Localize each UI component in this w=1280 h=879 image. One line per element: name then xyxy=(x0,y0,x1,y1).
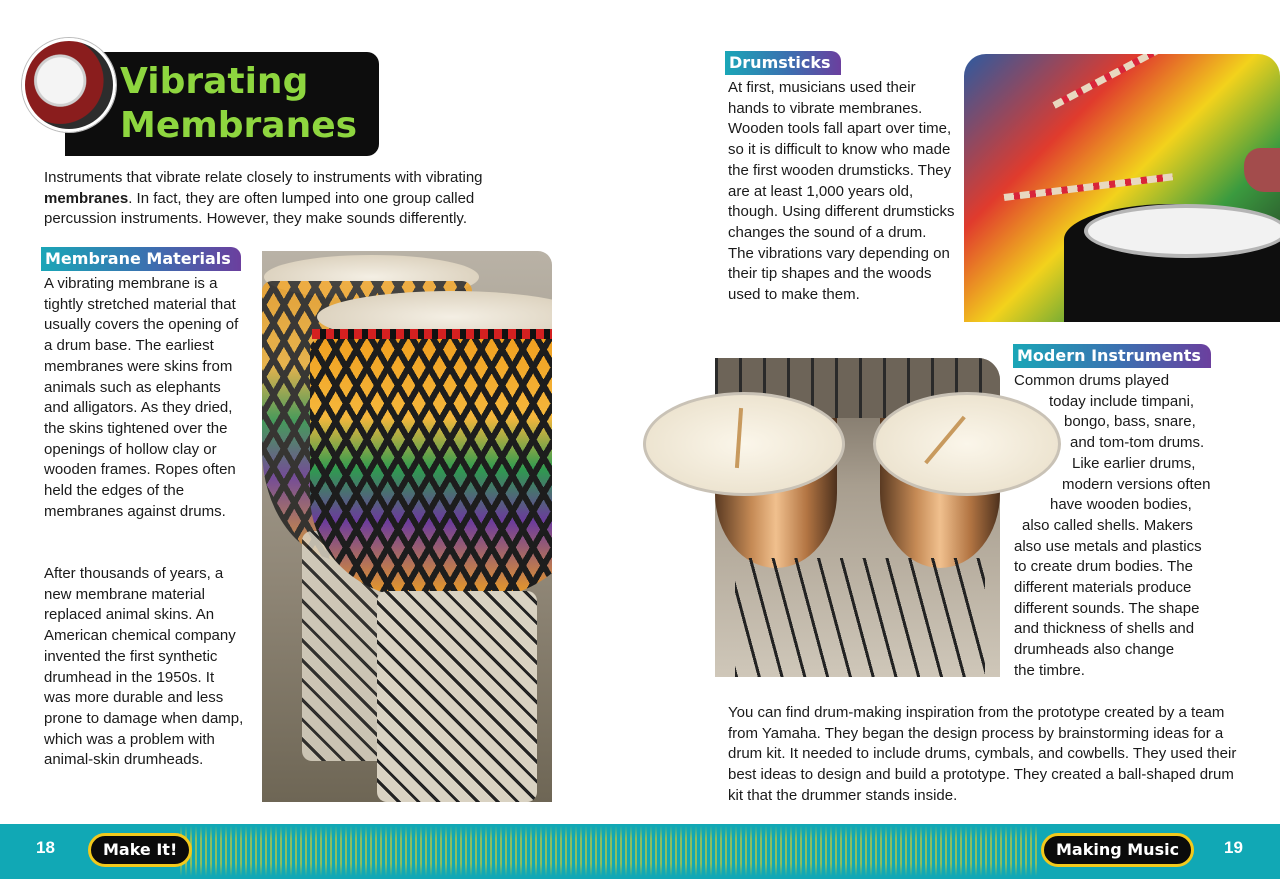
book-title-label-right: Making Music xyxy=(1041,833,1194,867)
drum-edge-fragment xyxy=(1244,148,1280,192)
front-drum-body xyxy=(310,339,552,599)
modern-line-11: different materials produce xyxy=(1014,579,1192,597)
modern-line-9: also use metals and plastics xyxy=(1014,537,1202,555)
membrane-materials-heading: Membrane Materials xyxy=(41,247,241,271)
timpani-stands xyxy=(735,558,985,677)
modern-line-2: today include timpani, xyxy=(1049,392,1195,410)
glossary-term-membranes: membranes xyxy=(44,189,129,207)
intro-text-start: Instruments that vibrate relate closely to instruments with vibrating xyxy=(44,169,483,186)
page-number-left: 18 xyxy=(36,838,55,857)
drumstick-lower xyxy=(1004,173,1174,201)
modern-line-13: and thickness of shells and xyxy=(1014,620,1195,638)
right-timpani-head xyxy=(873,392,1061,496)
modern-line-1: Common drums played xyxy=(1014,372,1170,389)
modern-line-4: and tom-tom drums. xyxy=(1070,434,1205,452)
modern-line-10: to create drum bodies. The xyxy=(1014,558,1193,576)
intro-text-end: . In fact, they are often lumped into one group called percussion instruments. However, they make sounds differently. xyxy=(44,189,475,228)
modern-line-8: also called shells. Makers xyxy=(1022,516,1193,534)
modern-line-12: different sounds. The shape xyxy=(1014,599,1200,617)
drumsticks-photo xyxy=(964,54,1280,322)
drum-thumbnail-image xyxy=(22,38,116,132)
timpani-heads xyxy=(643,388,1063,528)
page-title-line-2: Membranes xyxy=(120,105,358,146)
djembe-drums-photo xyxy=(262,251,552,802)
sound-wave-decoration xyxy=(180,826,1040,876)
yamaha-paragraph: You can find drum-making inspiration from the prototype created by a team from Yamaha. They began the design process by brainstorming ideas for a drum kit. It needed to include drums, cymbals, and cowbells. They used their best ideas to design and build a prototype. They created a ball-shaped drum kit that the drummer stands inside. xyxy=(728,704,1237,804)
modern-line-7: have wooden bodies, xyxy=(1050,496,1192,514)
page-title-line-1: Vibrating xyxy=(120,61,309,102)
series-label-left: Make It! xyxy=(88,833,192,867)
membrane-materials-paragraph-2: After thousands of years, a new membrane material replaced animal skins. An American chemical company invented the first synthetic drumhead in the 1950s. It was more durable and less prone to damage when damp, which was a problem with animal-skin drumheads. xyxy=(44,565,244,769)
page-number-right: 19 xyxy=(1224,838,1243,857)
front-drum-base xyxy=(377,591,537,802)
modern-line-6: modern versions often xyxy=(1062,475,1211,493)
left-timpani-head xyxy=(643,392,845,496)
drumsticks-heading: Drumsticks xyxy=(725,51,841,75)
drumsticks-paragraph: At first, musicians used their hands to vibrate membranes. Wooden tools fall apart over time, so it is difficult to know who made the first wooden drumsticks. They are at least 1,000 years old, though. Using different drumsticks changes the sound of a drum. The vibrations vary depending on their tip shapes and the woods used to make them. xyxy=(728,79,955,304)
modern-line-3: bongo, bass, snare, xyxy=(1064,413,1196,431)
drumstick-upper xyxy=(1052,54,1188,109)
modern-line-14: drumheads also change xyxy=(1014,641,1175,659)
intro-paragraph xyxy=(44,168,534,230)
modern-instruments-heading: Modern Instruments xyxy=(1013,344,1211,368)
membrane-materials-paragraph-1: A vibrating membrane is a tightly stretched material that usually covers the opening of a drum base. The earliest membranes were skins from animals such as elephants and alligators. As they dried, the skins tightened over the openings of hollow clay or wooden frames. Ropes often held the edges of the membranes against drums. xyxy=(44,275,239,520)
snare-drumhead xyxy=(1084,204,1280,258)
modern-line-15: the timbre. xyxy=(1014,661,1085,679)
modern-line-5: Like earlier drums, xyxy=(1072,454,1196,472)
page-title xyxy=(120,60,375,148)
rope-band xyxy=(312,329,552,339)
